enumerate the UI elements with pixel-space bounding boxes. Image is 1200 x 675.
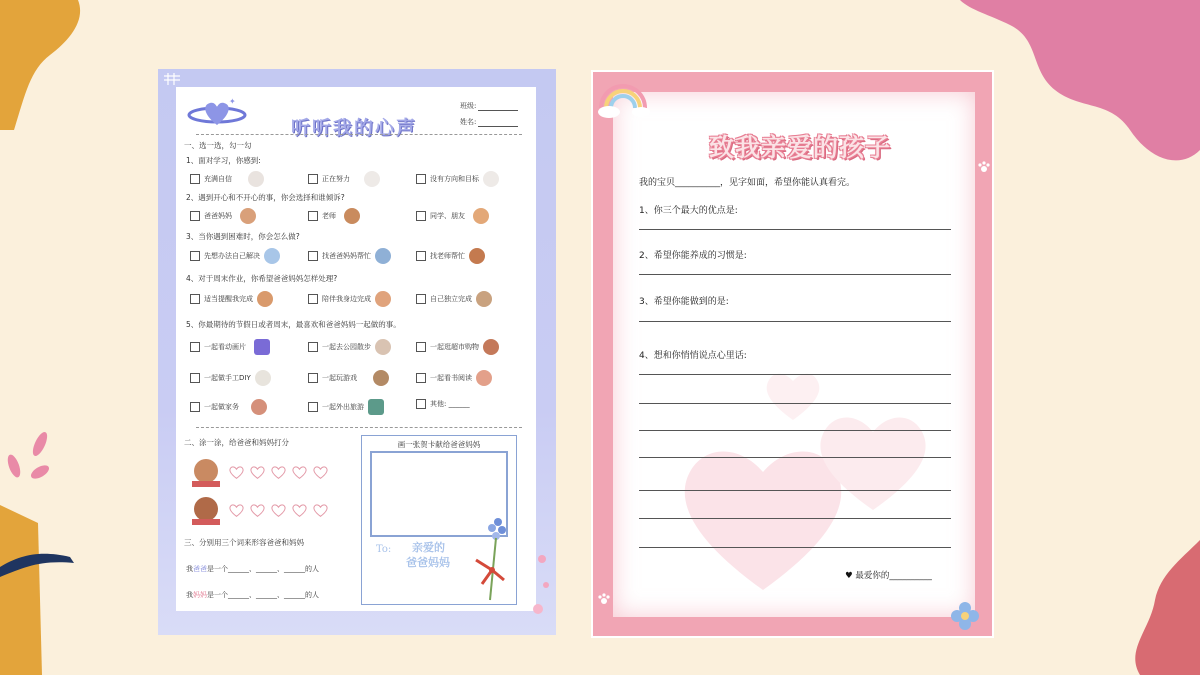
heart-icon[interactable] [270,465,287,480]
answer-line[interactable] [639,403,951,404]
heart-icon[interactable] [291,503,308,518]
name-label: 姓名: [460,118,477,126]
rainbow-icon [595,74,653,120]
checkbox[interactable] [308,211,318,221]
letter-question-1: 1、你三个最大的优点是: [639,206,738,216]
answer-line[interactable] [639,430,951,431]
bouquet-icon [462,508,518,604]
option-1-3[interactable] [416,171,499,187]
parents-icon [240,208,256,224]
checkbox[interactable] [190,251,200,261]
section-2-title: 二、涂一涂，给爸爸和妈妈打分 [184,438,289,447]
option-5-1[interactable] [190,339,270,355]
teacher-icon [344,208,360,224]
bunny-icon [248,171,264,187]
option-label: 一起做手工DIY [204,374,251,382]
checkbox[interactable] [416,294,426,304]
mom-heart-rating[interactable] [228,503,329,518]
corner-hash-icon [162,73,182,87]
option-label: 一起看书阅读 [430,374,472,382]
option-5-7[interactable] [190,399,267,415]
mom-description-line[interactable] [186,590,319,600]
homework-icon [257,291,273,307]
heart-icon[interactable] [228,465,245,480]
travel-icon [368,399,384,415]
paw-icon [977,160,991,174]
class-input-line[interactable] [478,110,518,111]
letter-question-3: 3、希望你能做到的是: [639,297,729,307]
checkbox[interactable] [416,399,426,409]
option-3-1[interactable] [190,248,280,264]
option-1-2[interactable] [308,171,380,187]
question-4: 4、对于周末作业，你希望爸爸妈妈怎样处理? [186,274,338,283]
answer-line[interactable] [639,274,951,275]
option-label: 没有方向和目标 [430,175,479,183]
checkbox[interactable] [416,251,426,261]
option-label: 陪伴我身边完成 [322,295,371,303]
card-title: 画一张贺卡献给爸爸妈妈 [397,440,481,449]
option-label: 一起外出旅游 [322,403,364,411]
pink-blob-bottom-right [1110,540,1200,675]
section-1-title: 一、选一选，勾一勾 [184,141,252,150]
checkbox[interactable] [308,402,318,412]
question-1: 1、面对学习，你感到: [186,156,261,165]
worksheet-panel [158,69,556,635]
option-5-5[interactable] [308,370,389,386]
option-label: 正在努力 [322,175,350,183]
petal-decoration-left [0,428,60,488]
craft-icon [255,370,271,386]
dad-description-line[interactable] [186,564,319,574]
checkbox[interactable] [416,174,426,184]
checkbox[interactable] [308,174,318,184]
option-2-2[interactable] [308,208,360,224]
option-2-1[interactable] [190,208,256,224]
checkbox[interactable] [190,174,200,184]
option-label: 一起逛超市购物 [430,343,479,351]
line-suffix: 是一个______、______、______的人 [207,591,319,599]
ribbon-icon [192,481,220,487]
option-label: 一起去公园散步 [322,343,371,351]
name-input-line[interactable] [478,126,518,127]
letter-signature[interactable] [845,569,932,581]
option-label: 老师 [322,212,336,220]
child-icon [264,248,280,264]
option-label: 同学、朋友 [430,212,465,220]
card-message-line2: 爸爸妈妈 [406,556,450,569]
letter-question-2: 2、希望你能养成的习惯是: [639,251,747,261]
checkbox[interactable] [416,211,426,221]
card-message [406,540,450,570]
heart-icon[interactable] [249,465,266,480]
question-2: 2、遇到开心和不开心的事，你会选择和谁倾诉? [186,193,345,202]
option-3-2[interactable] [308,248,391,264]
name-field [460,117,518,127]
checkbox[interactable] [190,342,200,352]
option-label: 爸爸妈妈 [204,212,232,220]
answer-line[interactable] [639,518,951,519]
line-prefix: 我 [186,591,193,599]
question-5: 5、你最期待的节假日或者周末，最喜欢和爸爸妈妈一起做的事。 [186,320,401,329]
divider [196,427,522,428]
answer-line[interactable] [639,547,951,548]
option-label: 一起做家务 [204,403,239,411]
homework-icon [375,291,391,307]
checkbox[interactable] [308,373,318,383]
option-label: 自己独立完成 [430,295,472,303]
answer-line[interactable] [639,321,951,322]
question-3: 3、当你遇到困难时，你会怎么做? [186,232,300,241]
heart-icon[interactable] [312,503,329,518]
flower-decoration [530,549,556,629]
teacher-icon [469,248,485,264]
heart-icon[interactable] [228,503,245,518]
heart-icon[interactable] [270,503,287,518]
divider [196,134,522,135]
letter-panel [591,70,994,638]
option-1-1[interactable] [190,171,264,187]
option-label: 先想办法自己解决 [204,252,260,260]
option-4-1[interactable] [190,291,273,307]
friends-icon [473,208,489,224]
heart-icon[interactable] [312,465,329,480]
letter-paper [613,92,975,617]
homework-icon [476,291,492,307]
worksheet-title: 听听我的心声 [291,117,418,139]
answer-line[interactable] [639,457,951,458]
orange-blob-bottom-left [0,505,80,675]
option-5-8[interactable] [308,399,384,415]
checkbox[interactable] [416,373,426,383]
heart-icon: ♥ [845,571,853,581]
greeting-card[interactable] [361,435,517,605]
option-5-6[interactable] [416,370,492,386]
letter-greeting: 我的宝贝__________，见字如面，希望你能认真看完。 [639,178,856,188]
option-label: 找爸爸妈妈帮忙 [322,252,371,260]
class-field [460,101,518,111]
dad-portrait-icon [194,459,218,483]
heart-watermark-icon [673,360,953,600]
option-4-2[interactable] [308,291,391,307]
heart-icon[interactable] [291,465,308,480]
class-label: 班级: [460,102,477,110]
game-icon [373,370,389,386]
mom-word: 妈妈 [193,591,207,599]
answer-line[interactable] [639,229,951,230]
option-5-2[interactable] [308,339,391,355]
svg-text:✦: ✦ [229,97,236,106]
letter-title: 致我亲爱的孩子 [709,133,892,162]
shopping-icon [483,339,499,355]
card-to: To: [376,544,392,555]
dad-heart-rating[interactable] [228,465,329,480]
option-label: 一起玩游戏 [322,374,357,382]
flower-icon [949,600,981,632]
option-4-3[interactable] [416,291,492,307]
tv-icon [254,339,270,355]
checkbox[interactable] [190,402,200,412]
line-prefix: 我 [186,565,193,573]
bunny-icon [483,171,499,187]
option-label: 充满自信 [204,175,232,183]
planet-heart-icon [186,95,248,131]
heart-icon[interactable] [249,503,266,518]
card-message-line1: 亲爱的 [412,541,445,554]
section-3-title: 三、分别用三个词来形容爸爸和妈妈 [184,538,304,547]
housework-icon [251,399,267,415]
checkbox[interactable] [308,251,318,261]
checkbox[interactable] [190,211,200,221]
signature-label: 最爱你的__________ [855,571,932,581]
option-5-4[interactable] [190,370,271,386]
option-label: 适当提醒我完成 [204,295,253,303]
dad-word: 爸爸 [193,565,207,573]
paw-icon [597,592,611,606]
option-2-3[interactable] [416,208,489,224]
ribbon-icon [192,519,220,525]
bunny-icon [364,171,380,187]
answer-line[interactable] [639,374,951,375]
option-label: 其他: ______ [430,400,470,408]
option-5-3[interactable] [416,339,499,355]
pink-blob-top-right [960,0,1200,170]
option-3-3[interactable] [416,248,485,264]
orange-blob-top-left [0,0,90,130]
mom-portrait-icon [194,497,218,521]
option-label: 找老师帮忙 [430,252,465,260]
worksheet-paper [176,87,536,611]
checkbox[interactable] [416,342,426,352]
checkbox[interactable] [308,294,318,304]
checkbox[interactable] [190,373,200,383]
answer-line[interactable] [639,490,951,491]
letter-question-4: 4、想和你悄悄说点心里话: [639,351,747,361]
option-label: 一起看动画片 [204,343,246,351]
checkbox[interactable] [190,294,200,304]
park-icon [375,339,391,355]
option-5-9[interactable] [416,399,470,409]
line-suffix: 是一个______、______、______的人 [207,565,319,573]
checkbox[interactable] [308,342,318,352]
family-icon [375,248,391,264]
reading-icon [476,370,492,386]
